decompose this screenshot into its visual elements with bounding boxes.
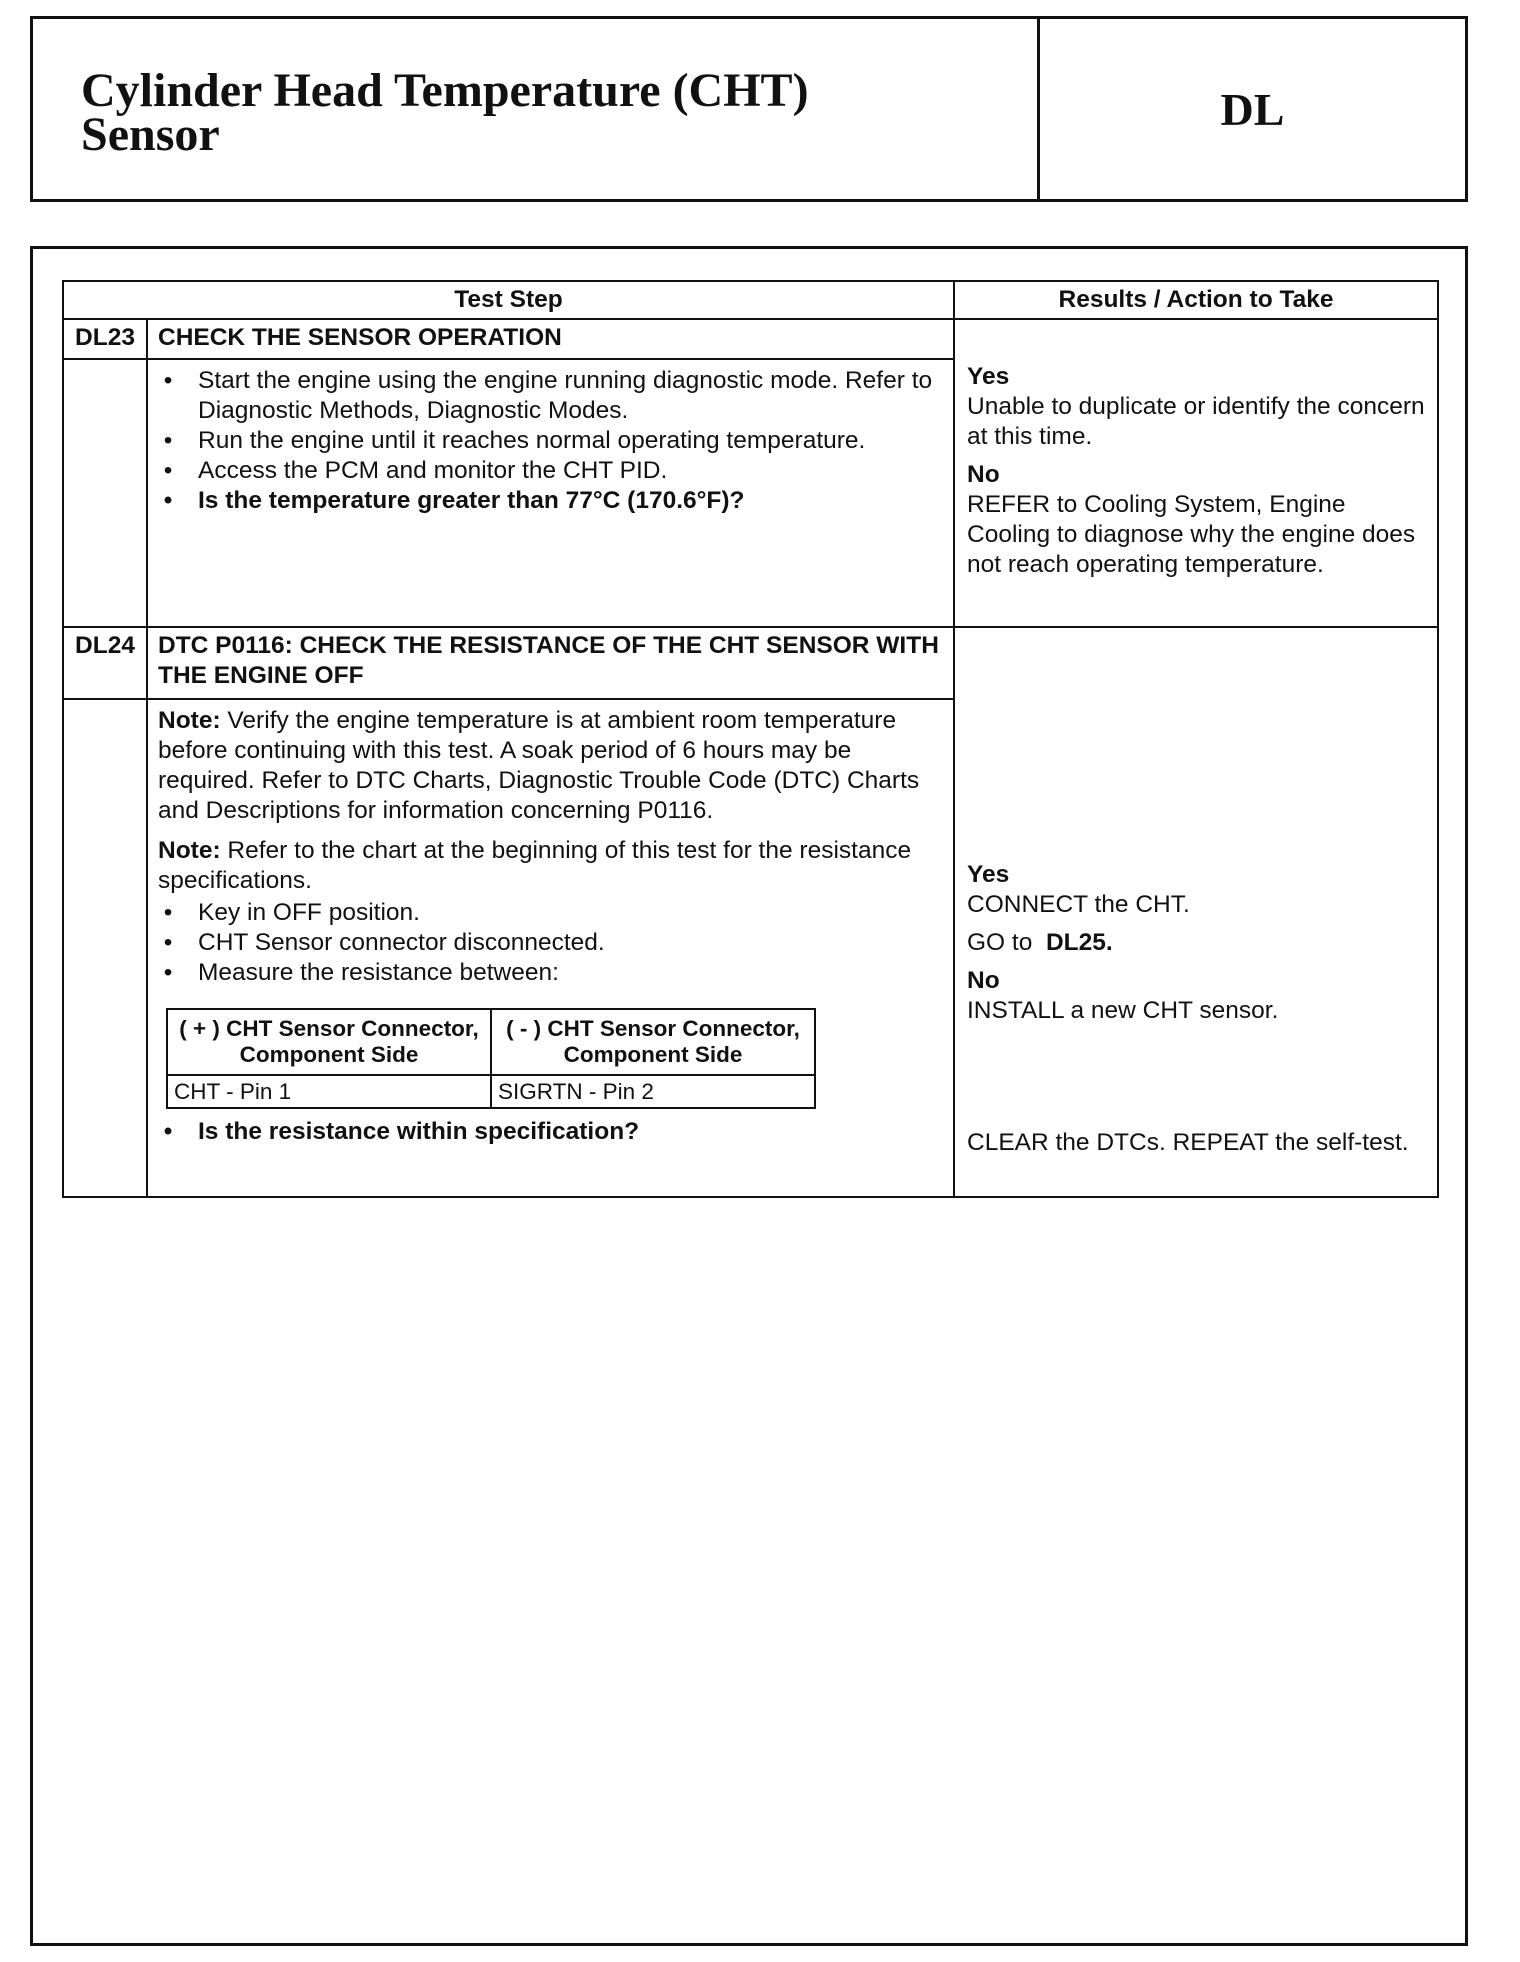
step-body [147,359,954,627]
step-id-spacer [63,359,147,627]
yes-label: Yes [967,861,1010,888]
step-instructions [158,898,943,988]
note-paragraph: Note: Verify the engine temperature is at ambient room temperature before continuing with this test. A soak period of 6 hours may be required. Refer to DTC Charts, Diagnostic Trouble Code (DTC) Charts and Descriptions for information concerning P0116. [158,707,920,824]
step-title: DTC P0116: CHECK THE RESISTANCE OF THE CHT SENSOR WITH THE ENGINE OFF [147,627,954,699]
measurement-table [166,1008,816,1109]
list-item: • Start the engine using the engine running diagnostic mode. Refer to Diagnostic Methods, Diagnostic Modes. [198,366,943,426]
no-label: No [967,967,1000,994]
col-header-test-step: Test Step [63,281,954,319]
page-header [30,16,1468,202]
step-id: DL23 [63,319,147,359]
list-item: • CHT Sensor connector disconnected. [198,928,943,958]
yes-action: CONNECT the CHT. [967,891,1190,918]
list-item: • Access the PCM and monitor the CHT PID. [198,456,943,486]
note-paragraph: Note: Refer to the chart at the beginning of this test for the resistance specifications. [158,837,912,894]
step-instructions [158,366,943,516]
yes-label: Yes [967,363,1010,390]
step-results [954,319,1438,627]
test-step-table [62,280,1439,1198]
step-id: DL24 [63,627,147,699]
page-title: Cylinder Head Temperature (CHT) Sensor [81,64,809,161]
yes-action: Unable to duplicate or identify the concern at this time. [967,393,1425,450]
no-action: INSTALL a new CHT sensor. [967,997,1279,1024]
list-item: • Measure the resistance between: [198,958,943,988]
step-body [147,699,954,1197]
step-title: CHECK THE SENSOR OPERATION [147,319,954,359]
meas-cell-positive: CHT - Pin 1 [167,1075,491,1108]
goto-link-dl25[interactable]: DL25. [1045,929,1113,956]
section-code: DL [1220,83,1285,135]
step-id-spacer [63,699,147,1197]
meas-header-positive: ( + ) CHT Sensor Connector, Component Side [167,1009,491,1075]
no-label: No [967,461,1000,488]
step-question-list [158,1117,943,1147]
step-results [954,627,1438,1197]
list-item: • Run the engine until it reaches normal operating temperature. [198,426,943,456]
no-action: REFER to Cooling System, Engine Cooling to diagnose why the engine does not reach operating temperature. [967,491,1416,578]
goto-line: GO to DL25. [967,929,1113,956]
col-header-results: Results / Action to Take [954,281,1438,319]
meas-cell-negative: SIGRTN - Pin 2 [491,1075,815,1108]
list-item: • Key in OFF position. [198,898,943,928]
no-action-followup: CLEAR the DTCs. REPEAT the self-test. [967,1129,1409,1156]
step-question: • Is the resistance within specification? [198,1117,943,1147]
meas-header-negative: ( - ) CHT Sensor Connector, Component Side [491,1009,815,1075]
step-question: • Is the temperature greater than 77°C (170.6°F)? [198,486,943,516]
